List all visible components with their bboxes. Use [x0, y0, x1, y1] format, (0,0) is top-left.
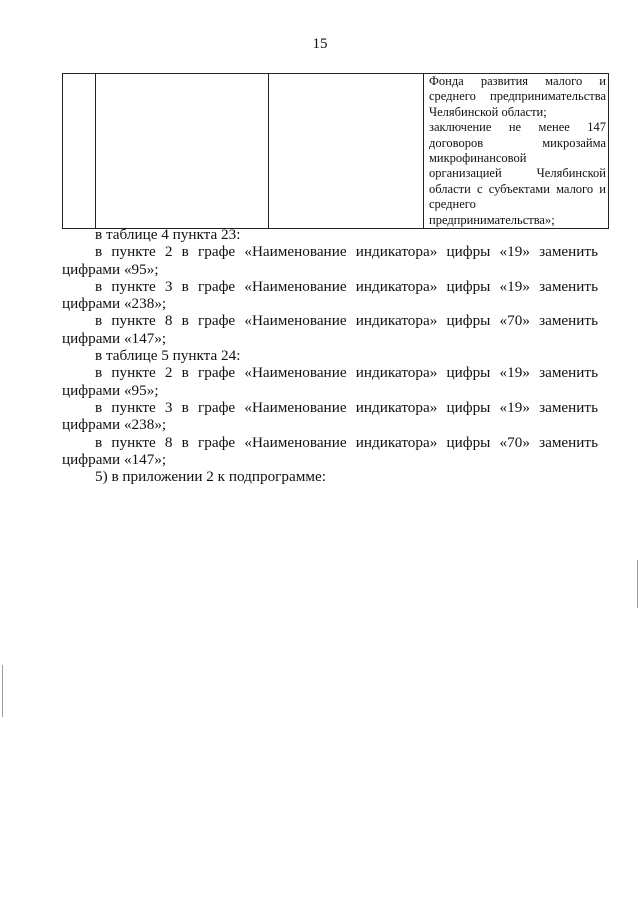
- table-cell-number: [63, 74, 96, 229]
- table-cell-executor: [269, 74, 424, 229]
- table-cell-event: [96, 74, 269, 229]
- result-text: [424, 74, 608, 228]
- amendment-line: в пункте 8 в графе «Наименование индикатора» цифры «70» заменить: [95, 312, 598, 330]
- amendment-line: цифрами «95»;: [62, 381, 159, 399]
- amendment-line: в пункте 2 в графе «Наименование индикатора» цифры «19» заменить: [95, 243, 598, 261]
- scan-edge-mark: [2, 665, 3, 717]
- amendment-text: [62, 226, 598, 485]
- result-line: договоров микрозайма: [429, 135, 606, 150]
- amendment-line: цифрами «238»;: [62, 295, 167, 313]
- result-line: среднего предпринимательства: [429, 89, 606, 104]
- result-line: организацией Челябинской: [429, 166, 606, 181]
- scan-edge-mark: [637, 560, 638, 608]
- amendment-line: в таблице 5 пункта 24:: [95, 347, 241, 365]
- result-line: Фонда развития малого и: [429, 74, 606, 88]
- amendment-line: цифрами «238»;: [62, 416, 167, 434]
- table-row: [63, 74, 609, 229]
- amendment-line: в таблице 4 пункта 23:: [95, 226, 241, 243]
- amendment-line: цифрами «147»;: [62, 450, 167, 468]
- amendment-line: в пункте 8 в графе «Наименование индикатора» цифры «70» заменить: [95, 433, 598, 451]
- result-line: предпринимательства»;: [429, 212, 555, 227]
- amendment-line: в пункте 2 в графе «Наименование индикатора» цифры «19» заменить: [95, 364, 598, 382]
- page-number: 15: [312, 36, 328, 52]
- result-line: заключение не менее 147: [429, 120, 606, 135]
- result-line: среднего: [429, 197, 476, 212]
- table-cell-result: [424, 74, 609, 229]
- amendment-line: в пункте 3 в графе «Наименование индикатора» цифры «19» заменить: [95, 277, 598, 295]
- result-line: области с субъектами малого и: [429, 181, 606, 196]
- result-line: микрофинансовой: [429, 151, 527, 166]
- amendment-line: цифрами «147»;: [62, 329, 167, 347]
- amendment-line: в пункте 3 в графе «Наименование индикатора» цифры «19» заменить: [95, 398, 598, 416]
- amendment-line: цифрами «95»;: [62, 260, 159, 278]
- result-line: Челябинской области;: [429, 104, 547, 119]
- amendment-line: 5) в приложении 2 к подпрограмме:: [95, 468, 326, 486]
- continuation-table: [62, 73, 609, 229]
